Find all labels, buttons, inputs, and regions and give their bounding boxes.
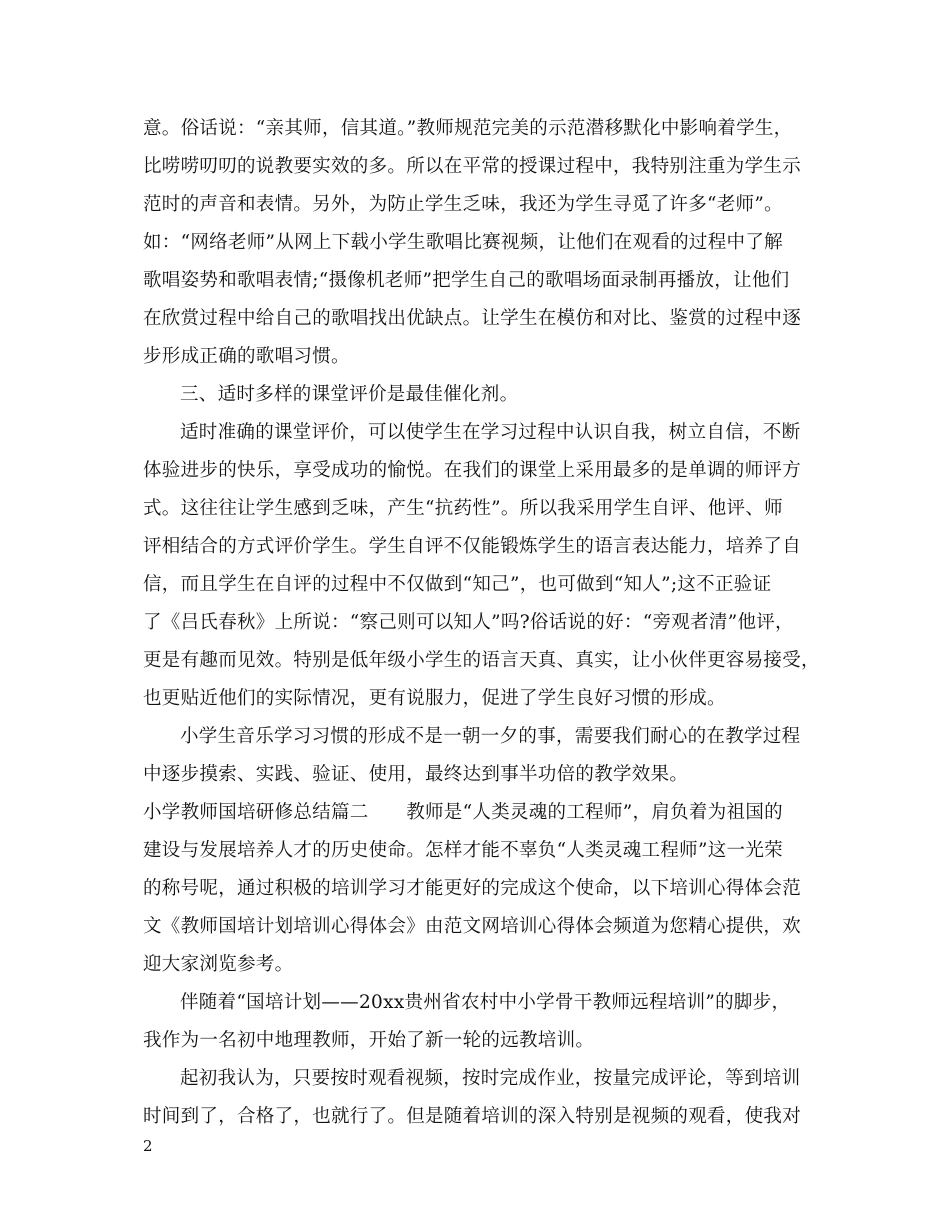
- paragraph-line: 建设与发展培养人才的历史使命。怎样才能不辜负“人类灵魂工程师”这一光荣: [143, 840, 783, 861]
- paragraph-line: 评相结合的方式评价学生。学生自评不仅能锻炼学生的语言表达能力，培养了自: [143, 536, 802, 557]
- paragraph-line: 伴随着“国培计划——20xx贵州省农村中小学骨干教师远程培训”的脚步，: [180, 992, 791, 1013]
- paragraph-line: 在欣赏过程中给自己的歌唱找出优缺点。让学生在模仿和对比、鉴赏的过程中逐: [143, 308, 802, 329]
- paragraph-line: 比唠唠叨叨的说教要实效的多。所以在平常的授课过程中，我特别注重为学生示: [143, 156, 802, 177]
- paragraph-line: 中逐步摸索、实践、验证、使用，最终达到事半功倍的教学效果。: [143, 764, 689, 785]
- paragraph-line: 时间到了，合格了，也就行了。但是随着培训的深入特别是视频的观看，使我对: [143, 1106, 802, 1127]
- paragraph-line: 范时的声音和表情。另外，为防止学生乏味，我还为学生寻觅了许多“老师”。: [143, 194, 783, 215]
- paragraph-line: 的称号呢，通过积极的培训学习才能更好的完成这个使命，以下培训心得体会范: [143, 878, 802, 899]
- paragraph-line: 适时准确的课堂评价，可以使学生在学习过程中认识自我，树立自信，不断: [180, 422, 801, 443]
- paragraph-line: 也更贴近他们的实际情况，更有说服力，促进了学生良好习惯的形成。: [143, 688, 726, 709]
- paragraph-line: 体验进步的快乐，享受成功的愉悦。在我们的课堂上采用最多的是单调的师评方: [143, 460, 802, 481]
- section-heading: 三、适时多样的课堂评价是最佳催化剂。: [180, 384, 519, 405]
- paragraph-line: 歌唱姿势和歌唱表情;“摄像机老师”把学生自己的歌唱场面录制再播放，让他们: [143, 270, 790, 291]
- paragraph-line: 更是有趣而见效。特别是低年级小学生的语言天真、真实，让小伙伴更容易接受，: [143, 650, 820, 671]
- paragraph-line: 如：“网络老师”从网上下载小学生歌唱比赛视频，让他们在观看的过程中了解: [143, 232, 783, 253]
- article-title-line: 小学教师国培研修总结篇二 教师是“人类灵魂的工程师”，肩负着为祖国的: [143, 802, 783, 823]
- paragraph-line: 信，而且学生在自评的过程中不仅做到“知己”，也可做到“知人”;这不正验证: [143, 574, 772, 595]
- paragraph-line: 小学生音乐学习习惯的形成不是一朝一夕的事，需要我们耐心的在教学过程: [180, 726, 801, 747]
- paragraph-line: 起初我认为，只要按时观看视频，按时完成作业，按量完成评论，等到培训: [180, 1068, 801, 1089]
- paragraph-line: 文《教师国培计划培训心得体会》由范文网培训心得体会频道为您精心提供，欢: [143, 916, 802, 937]
- paragraph-line: 意。俗话说：“亲其师，信其道。”教师规范完美的示范潜移默化中影响着学生，: [143, 118, 793, 139]
- page-number: 2: [143, 1137, 153, 1155]
- paragraph-line: 迎大家浏览参考。: [143, 954, 294, 975]
- paragraph-line: 了《吕氏春秋》上所说：“察己则可以知人”吗?俗话说的好：“旁观者清”他评，: [143, 612, 794, 633]
- paragraph-line: 我作为一名初中地理教师，开始了新一轮的远教培训。: [143, 1030, 595, 1051]
- paragraph-line: 式。这往往让学生感到乏味，产生“抗药性”。所以我采用学生自评、他评、师: [143, 498, 783, 519]
- paragraph-line: 步形成正确的歌唱习惯。: [143, 346, 350, 367]
